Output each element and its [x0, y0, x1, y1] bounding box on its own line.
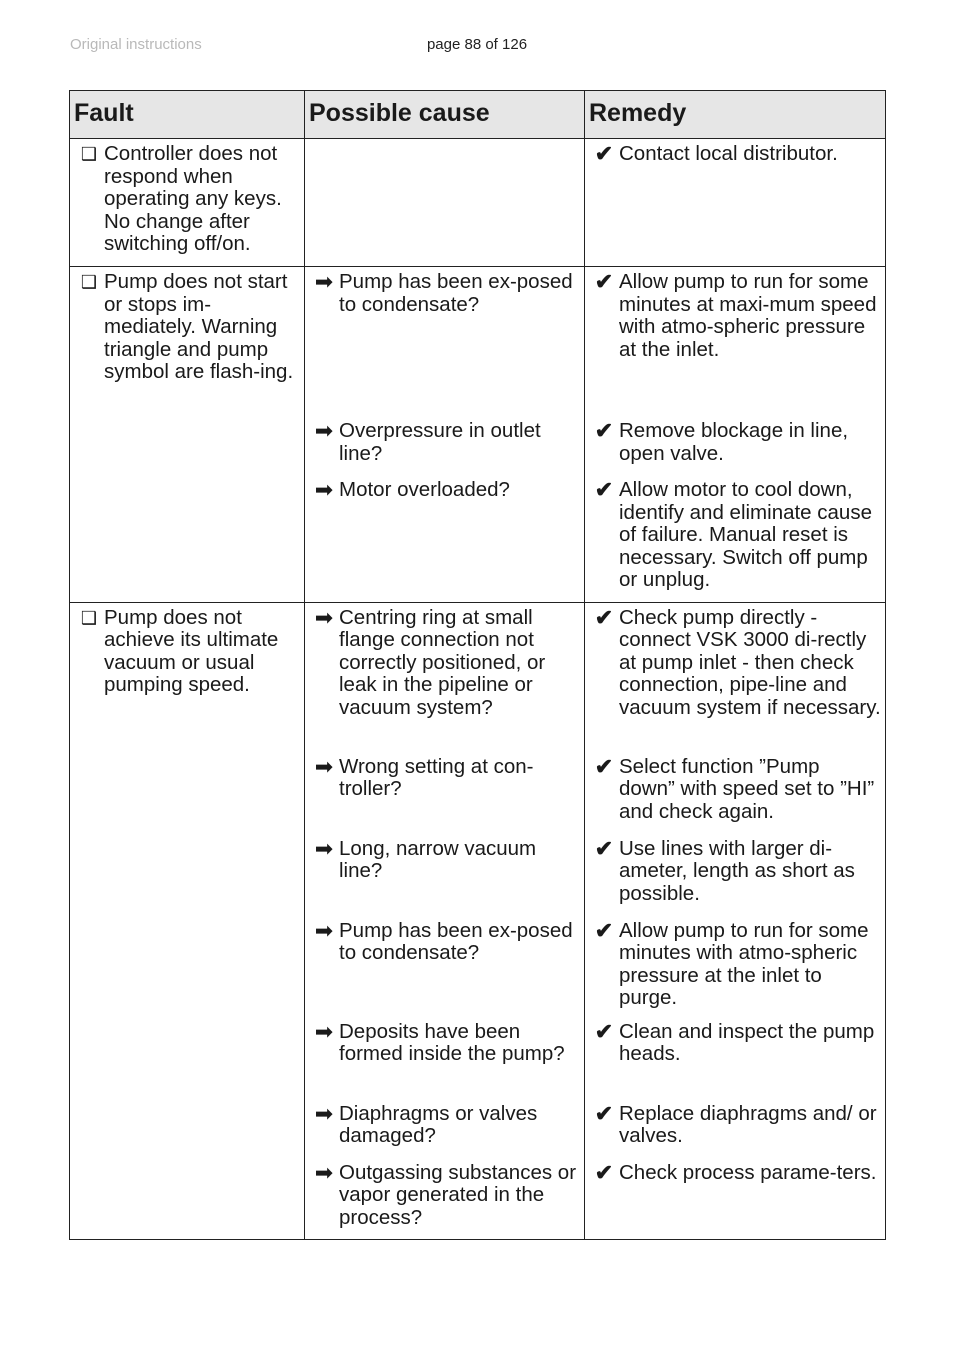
column-header-fault: Fault: [70, 91, 305, 139]
cause-cell: [305, 602, 585, 1240]
remedy-cell: [585, 267, 886, 603]
checkmark-icon: ✔: [594, 269, 614, 294]
fault-text: Pump does not start or stops im-mediately. Warning triangle and pump symbol are flash-ing.: [104, 270, 294, 383]
arrow-right-icon: ➡: [314, 1100, 334, 1126]
remedy-cell: [585, 602, 886, 1240]
arrow-right-icon: ➡: [314, 1018, 334, 1044]
remedy-text: Select function ”Pump down” with speed set to ”HI” and check again.: [619, 754, 875, 823]
remedy-text: Clean and inspect the pump heads.: [619, 1019, 875, 1065]
checkmark-icon: ✔: [594, 753, 614, 779]
checkmark-icon: ✔: [594, 1159, 614, 1185]
checkmark-icon: ✔: [594, 141, 614, 166]
arrow-right-icon: ➡: [314, 269, 334, 294]
header-document-label: Original instructions: [70, 36, 202, 53]
fault-cell: [70, 267, 305, 603]
fault-cell: [70, 602, 305, 1240]
checkbox-icon: ❑: [80, 607, 98, 628]
page-number: page 88 of 126: [426, 36, 528, 53]
cause-cell: [305, 267, 585, 603]
checkbox-icon: ❑: [80, 144, 98, 164]
table-row: [70, 602, 886, 1240]
checkmark-icon: ✔: [594, 1018, 614, 1044]
table-row: [70, 139, 886, 267]
cause-cell: [305, 139, 585, 267]
cause-text: Pump has been ex-posed to condensate?: [339, 270, 573, 316]
checkmark-icon: ✔: [594, 835, 614, 861]
checkmark-icon: ✔: [594, 1100, 614, 1126]
cause-text: Wrong setting at con-troller?: [339, 754, 534, 800]
table-header-row: [70, 91, 886, 139]
remedy-text: Replace diaphragms and/ or valves.: [619, 1101, 877, 1147]
cause-text: Motor overloaded?: [339, 478, 510, 501]
remedy-text: Allow pump to run for some minutes with atmo-spheric pressure at the inlet to purge.: [619, 918, 869, 1009]
fault-text: Pump does not achieve its ultimate vacuum or usual pumping speed.: [104, 605, 279, 696]
column-header-possible-cause: Possible cause: [305, 91, 585, 139]
remedy-text: Check process parame-ters.: [619, 1160, 877, 1184]
arrow-right-icon: ➡: [314, 753, 334, 779]
remedy-text: Contact local distributor.: [619, 142, 838, 165]
arrow-right-icon: ➡: [314, 835, 334, 861]
column-header-remedy: Remedy: [585, 91, 886, 139]
cause-text: Deposits have been formed inside the pump?: [339, 1019, 565, 1065]
cause-text: Overpressure in outlet line?: [339, 419, 541, 465]
checkmark-icon: ✔: [594, 418, 614, 443]
cause-text: Diaphragms or valves damaged?: [339, 1101, 538, 1147]
remedy-text: Allow pump to run for some minutes at maxi-mum speed with atmo-spheric pressure at the inlet.: [619, 270, 877, 361]
remedy-text: Use lines with larger di-ameter, length as short as possible.: [619, 836, 855, 905]
checkmark-icon: ✔: [594, 477, 614, 502]
checkmark-icon: ✔: [594, 604, 614, 630]
arrow-right-icon: ➡: [314, 917, 334, 943]
arrow-right-icon: ➡: [314, 1159, 334, 1185]
cause-text: Outgassing substances or vapor generated in the process?: [339, 1160, 577, 1229]
remedy-text: Allow motor to cool down, identify and eliminate cause of failure. Manual reset is necessary. Switch off pump or unplug.: [619, 478, 872, 591]
checkmark-icon: ✔: [594, 917, 614, 943]
fault-cell: [70, 139, 305, 267]
arrow-right-icon: ➡: [314, 604, 334, 630]
table-row: [70, 267, 886, 603]
remedy-text: Remove blockage in line, open valve.: [619, 419, 849, 465]
remedy-cell: [585, 139, 886, 267]
fault-text: Controller does not respond when operating any keys. No change after switching off/on.: [104, 142, 282, 255]
cause-text: Pump has been ex-posed to condensate?: [339, 918, 573, 964]
troubleshooting-table: [69, 90, 886, 1240]
cause-text: Centring ring at small flange connection not correctly positioned, or leak in the pipeline or vacuum system?: [339, 605, 546, 719]
remedy-text: Check pump directly - connect VSK 3000 di-rectly at pump inlet - then check connection, pipe-line and vacuum system if necessary.: [619, 605, 881, 719]
checkbox-icon: ❑: [80, 272, 98, 292]
arrow-right-icon: ➡: [314, 418, 334, 443]
arrow-right-icon: ➡: [314, 477, 334, 502]
cause-text: Long, narrow vacuum line?: [339, 836, 537, 882]
